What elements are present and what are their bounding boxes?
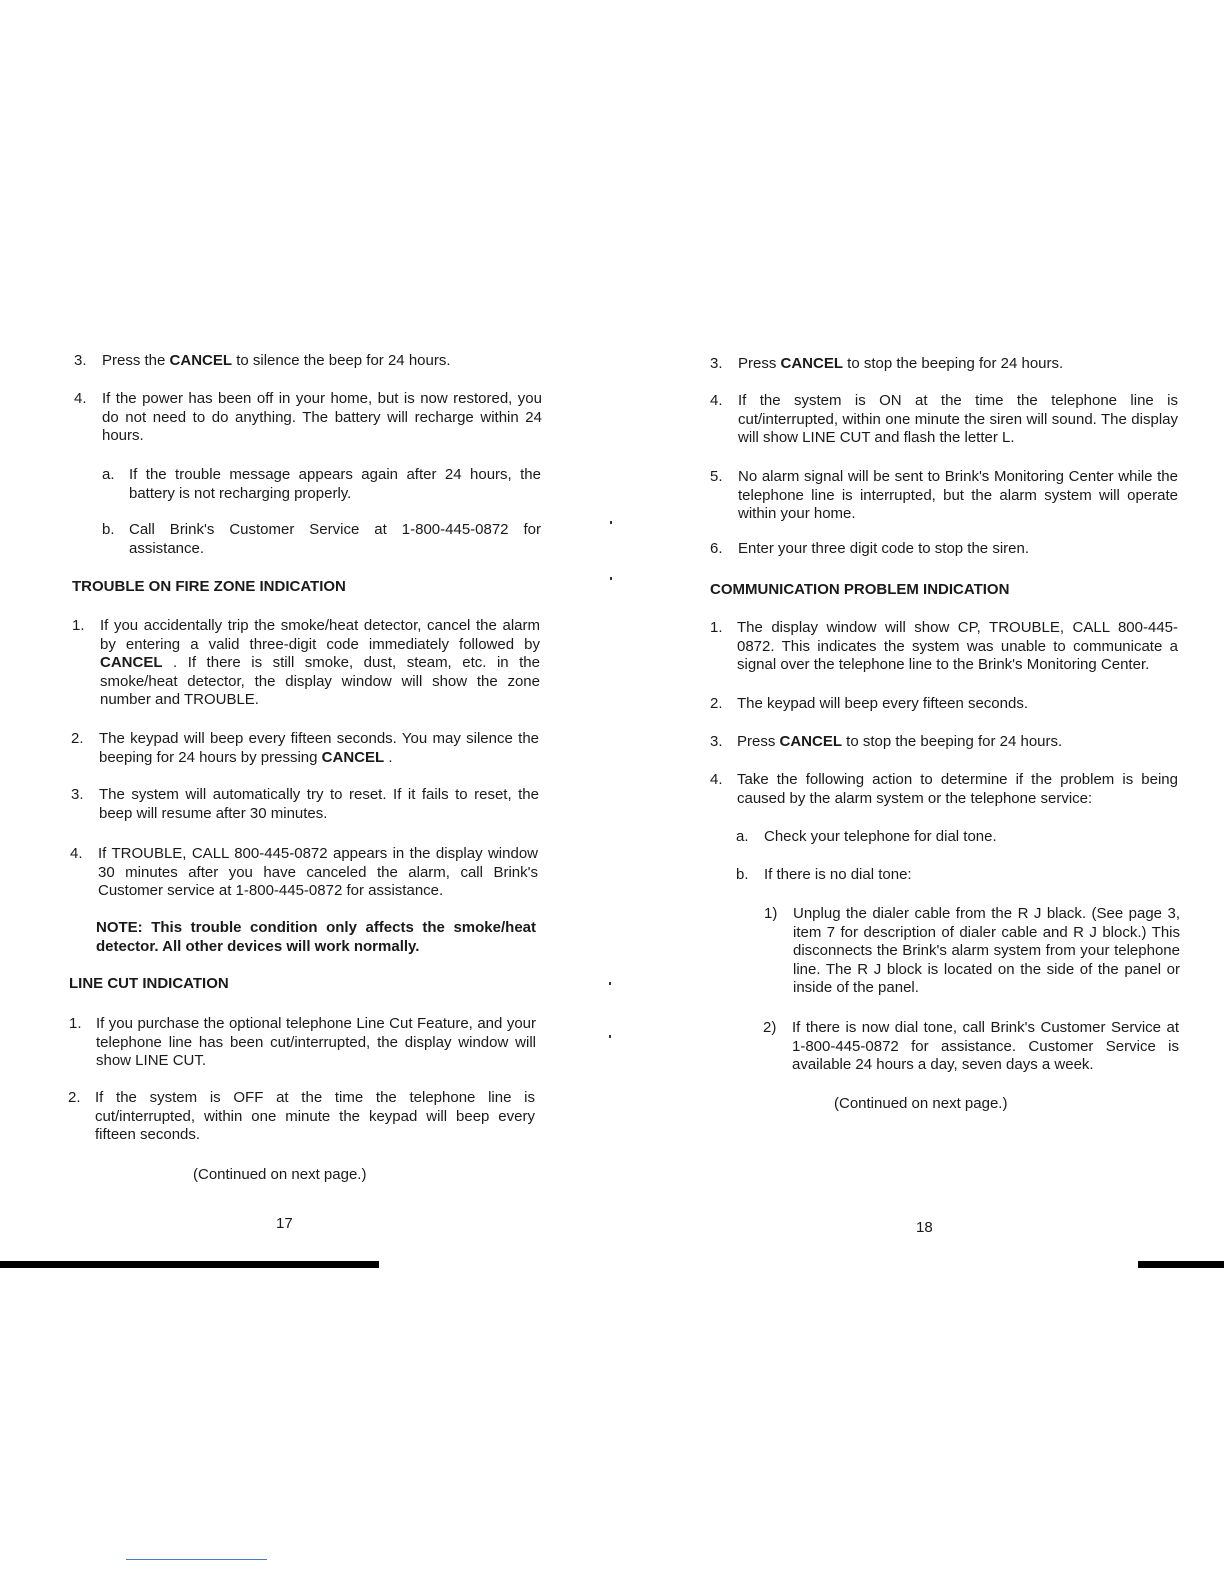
cancel-key-label: CANCEL xyxy=(780,355,844,372)
cancel-key-label: CANCEL xyxy=(321,748,385,766)
item-text: If the system is OFF at the time the telephone line is cut/interrupted, within one minute the keypad will beep every fifteen seconds. xyxy=(95,1089,535,1143)
item-number: 2. xyxy=(71,730,84,747)
section-heading-communication: COMMUNICATION PROBLEM INDICATION xyxy=(710,581,1010,598)
item-text: If the trouble message appears again after 24 hours, the battery is not recharging properly. xyxy=(129,466,541,502)
item-text: If TROUBLE, CALL 800-445-0872 appears in the display window 30 minutes after you have canceled the alarm, call Brink's Customer service at 1-800-445-0872 for assistance. xyxy=(98,845,538,899)
item-number: 3. xyxy=(710,355,723,372)
page-number: 18 xyxy=(916,1219,933,1236)
item-number: 2. xyxy=(68,1089,81,1106)
item-text: Call Brink's Customer Service at 1-800-445-0872 for assistance. xyxy=(129,521,541,557)
item-letter: a. xyxy=(736,828,749,845)
item-text: Press CANCEL to stop the beeping for 24 hours. xyxy=(738,355,1064,372)
item-number: 3. xyxy=(710,733,723,750)
cancel-key-label: CANCEL xyxy=(169,352,233,369)
item-text: Press the CANCEL to silence the beep for 24 hours. xyxy=(102,352,451,369)
section-heading-line-cut: LINE CUT INDICATION xyxy=(69,975,229,992)
item-number: 1. xyxy=(710,619,723,636)
note-text: NOTE: This trouble condition only affects the smoke/heat detector. All other devices will work normally. xyxy=(96,919,536,955)
item-text: The display window will show CP, TROUBLE, CALL 800-445-0872. This indicates the system was unable to communicate a signal over the telephone line to the Brink's Monitoring Center. xyxy=(737,619,1178,673)
item-letter: b. xyxy=(102,521,115,538)
scan-speck xyxy=(609,1035,611,1038)
item-letter: a. xyxy=(102,466,115,483)
item-number: 5. xyxy=(710,468,723,485)
item-text: If there is now dial tone, call Brink's Customer Service at 1-800-445-0872 for assistance. Customer Service is available 24 hours a day, seven days a week. xyxy=(792,1019,1179,1073)
page-number: 17 xyxy=(276,1215,293,1232)
item-number: 1. xyxy=(69,1015,82,1032)
item-number: 3. xyxy=(71,786,84,803)
scan-speck xyxy=(610,521,612,524)
item-number: 6. xyxy=(710,540,723,557)
item-number: 3. xyxy=(74,352,87,369)
item-text: Press CANCEL to stop the beeping for 24 hours. xyxy=(737,733,1063,750)
bottom-rule xyxy=(0,1261,379,1268)
scan-speck xyxy=(609,982,611,985)
scan-speck xyxy=(610,577,612,580)
cancel-key-label: CANCEL xyxy=(779,733,843,750)
item-number: 4. xyxy=(710,771,723,788)
item-number: 2. xyxy=(710,695,723,712)
cancel-key-label: CANCEL xyxy=(100,654,163,671)
item-text: If the system is ON at the time the telephone line is cut/interrupted, within one minute the siren will sound. The display will show LINE CUT and flash the letter L. xyxy=(738,392,1178,446)
item-letter: b. xyxy=(736,866,749,883)
continued-note: (Continued on next page.) xyxy=(834,1095,1008,1112)
item-text: Enter your three digit code to stop the siren. xyxy=(738,540,1029,557)
item-number: 1. xyxy=(72,617,85,634)
item-number: 4. xyxy=(70,845,83,862)
item-text: Take the following action to determine if the problem is being caused by the alarm system or the telephone service: xyxy=(737,771,1178,807)
item-text: If there is no dial tone: xyxy=(764,866,912,883)
item-text: The keypad will beep every fifteen seconds. xyxy=(737,695,1028,712)
item-number: 4. xyxy=(74,390,87,407)
item-text: Unplug the dialer cable from the R J black. (See page 3, item 7 for description of dialer cable and R J block.) This disconnects the Brink's alarm system from your telephone line. The R J block is located on the side of the panel or inside of the panel. xyxy=(793,905,1180,996)
item-text: Check your telephone for dial tone. xyxy=(764,828,997,845)
item-text: If you purchase the optional telephone Line Cut Feature, and your telephone line has been cut/interrupted, the display window will show LINE CUT. xyxy=(96,1015,536,1069)
continued-note: (Continued on next page.) xyxy=(193,1166,367,1183)
section-heading-fire-zone: TROUBLE ON FIRE ZONE INDICATION xyxy=(72,578,346,595)
item-text: The keypad will beep every fifteen seconds. You may silence the beeping for 24 hours by pressing CANCEL . xyxy=(99,730,539,766)
bottom-rule xyxy=(1138,1261,1224,1268)
item-number: 2) xyxy=(763,1019,777,1036)
item-text: The system will automatically try to reset. If it fails to reset, the beep will resume after 30 minutes. xyxy=(99,786,539,822)
item-text: No alarm signal will be sent to Brink's Monitoring Center while the telephone line is interrupted, but the alarm system will operate within your home. xyxy=(738,468,1178,522)
item-number: 1) xyxy=(764,905,778,922)
item-number: 4. xyxy=(710,392,723,409)
item-text: If the power has been off in your home, but is now restored, you do not need to do anything. The battery will recharge within 24 hours. xyxy=(102,390,542,444)
item-text: If you accidentally trip the smoke/heat detector, cancel the alarm by entering a valid three-digit code immediately followed by CANCEL . If there is still smoke, dust, steam, etc. in the smoke/heat detector, the display window will show the zone number and TROUBLE. xyxy=(100,617,540,708)
divider-line xyxy=(126,1559,267,1560)
